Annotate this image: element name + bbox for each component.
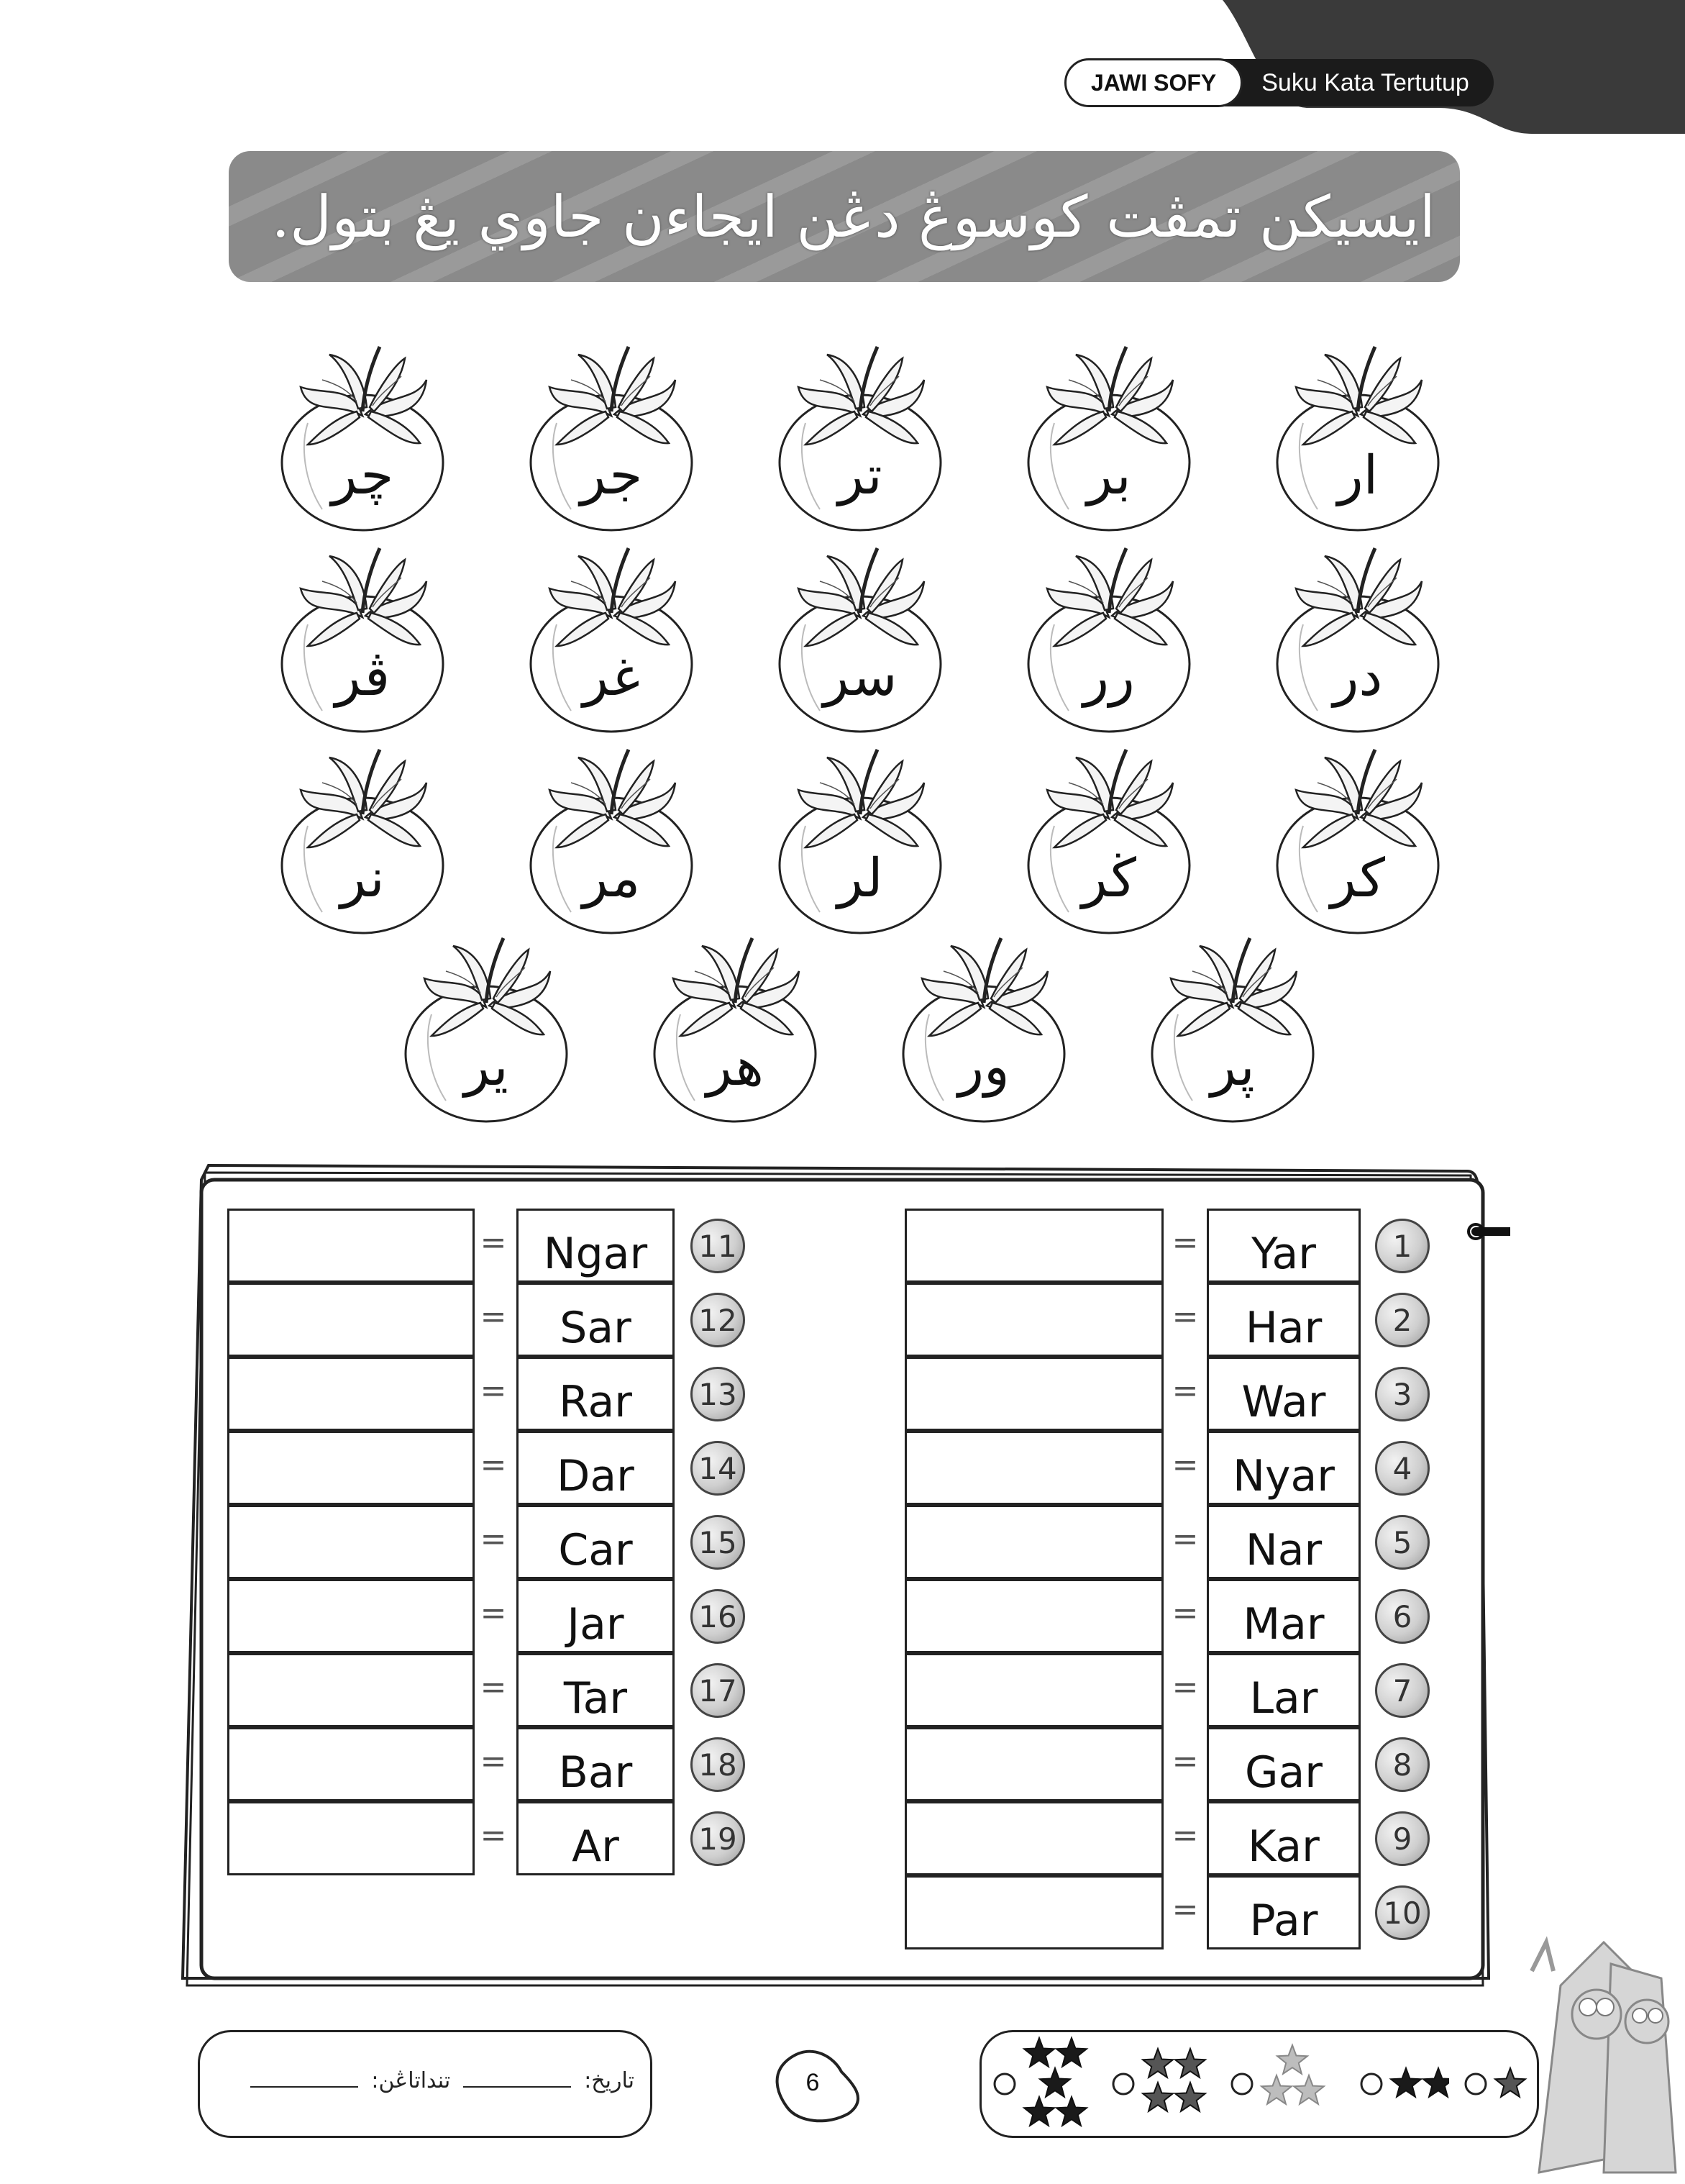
rumi-word: Yar — [1207, 1209, 1361, 1283]
tomato-syllable — [403, 928, 570, 1124]
star-rating — [980, 2030, 1539, 2138]
answer-box[interactable] — [227, 1653, 475, 1727]
tomato-label: کر — [1330, 847, 1386, 909]
rumi-word: War — [1207, 1357, 1361, 1431]
answer-box[interactable] — [227, 1801, 475, 1875]
rumi-word: Car — [516, 1505, 675, 1579]
tomato-label: ڬر — [1081, 847, 1137, 909]
tomato-syllable — [777, 538, 944, 734]
tomato-label: چر — [331, 445, 394, 506]
rumi-word: Gar — [1207, 1727, 1361, 1801]
rating-option-2-stars[interactable] — [1356, 2032, 1449, 2139]
rumi-word: Tar — [516, 1653, 675, 1727]
rating-option-3-stars[interactable] — [1226, 2032, 1334, 2139]
equals-sign: = — [480, 1595, 507, 1632]
tomato-syllable — [528, 337, 695, 532]
tomato-syllable — [777, 740, 944, 935]
tomato-syllable — [1274, 538, 1441, 734]
question-number: 3 — [1375, 1367, 1430, 1421]
equals-sign: = — [1172, 1595, 1199, 1632]
answer-box[interactable] — [227, 1283, 475, 1357]
rumi-word: Rar — [516, 1357, 675, 1431]
tomato-syllable — [1274, 337, 1441, 532]
answer-box[interactable] — [227, 1579, 475, 1653]
rumi-word: Nar — [1207, 1505, 1361, 1579]
equals-sign: = — [1172, 1521, 1199, 1557]
equals-sign: = — [480, 1447, 507, 1483]
equals-sign: = — [480, 1373, 507, 1409]
equals-sign: = — [480, 1298, 507, 1335]
equals-sign: = — [1172, 1891, 1199, 1928]
question-number: 8 — [1375, 1737, 1430, 1792]
tomato-label: جر — [580, 445, 643, 506]
topic-label: Suku Kata Tertutup — [1220, 59, 1494, 106]
tomato-syllable — [1026, 337, 1192, 532]
header-label — [1064, 59, 1510, 106]
answer-box[interactable] — [905, 1653, 1164, 1727]
rumi-word: Sar — [516, 1283, 675, 1357]
tomato-syllable — [900, 928, 1067, 1124]
answer-box[interactable] — [905, 1875, 1164, 1949]
equals-sign: = — [1172, 1447, 1199, 1483]
answer-box[interactable] — [905, 1357, 1164, 1431]
tomato-label: تر — [838, 445, 882, 506]
answer-box[interactable] — [905, 1579, 1164, 1653]
page-number: 6 — [805, 2069, 820, 2096]
tomato-label: ير — [464, 1036, 508, 1098]
tomato-label: سر — [823, 646, 898, 708]
tomato-label: غر — [583, 646, 640, 708]
answer-box[interactable] — [905, 1505, 1164, 1579]
tomato-label: در — [1333, 646, 1383, 708]
tomato-label: ار — [1337, 445, 1379, 506]
question-number: 7 — [1375, 1663, 1430, 1718]
question-number: 13 — [690, 1367, 745, 1421]
rumi-word: Nyar — [1207, 1431, 1361, 1505]
tomato-syllable — [652, 928, 818, 1124]
question-number: 5 — [1375, 1515, 1430, 1570]
instruction-banner — [229, 151, 1460, 282]
equals-sign: = — [480, 1743, 507, 1780]
tomato-syllable — [1026, 740, 1192, 935]
equals-sign: = — [480, 1224, 507, 1261]
equals-sign: = — [1172, 1817, 1199, 1854]
signature-line[interactable] — [250, 2085, 358, 2088]
date-label: تاريخ: — [584, 2068, 634, 2093]
question-number: 4 — [1375, 1441, 1430, 1496]
answer-box[interactable] — [227, 1209, 475, 1283]
question-number: 11 — [690, 1219, 745, 1273]
question-number: 17 — [690, 1663, 745, 1718]
equals-sign: = — [1172, 1669, 1199, 1706]
tomato-syllable — [279, 337, 446, 532]
equals-sign: = — [480, 1669, 507, 1706]
answer-box[interactable] — [227, 1727, 475, 1801]
question-number: 15 — [690, 1515, 745, 1570]
question-number: 12 — [690, 1293, 745, 1347]
tomato-label: لر — [837, 847, 883, 909]
tomato-label: نر — [340, 847, 385, 909]
tomato-syllable — [1149, 928, 1316, 1124]
question-number: 14 — [690, 1441, 745, 1496]
rumi-word: Bar — [516, 1727, 675, 1801]
question-number: 16 — [690, 1589, 745, 1644]
tomato-label: رر — [1083, 646, 1135, 708]
answer-box[interactable] — [905, 1801, 1164, 1875]
answer-box[interactable] — [905, 1431, 1164, 1505]
tomato-label: ور — [958, 1036, 1010, 1098]
answer-box[interactable] — [905, 1727, 1164, 1801]
answer-box[interactable] — [227, 1505, 475, 1579]
rating-option-4-stars[interactable] — [1108, 2032, 1215, 2139]
rumi-word: Har — [1207, 1283, 1361, 1357]
date-line[interactable] — [463, 2085, 571, 2088]
rumi-word: Ngar — [516, 1209, 675, 1283]
tomato-syllable — [1274, 740, 1441, 935]
equals-sign: = — [480, 1817, 507, 1854]
answer-box[interactable] — [905, 1283, 1164, 1357]
question-number: 1 — [1375, 1219, 1430, 1273]
instruction-text: ايسيکن تمڤت کوسوڠ دڠن ايجاءن جاوي يڠ بتول. — [271, 183, 1435, 250]
question-number: 10 — [1375, 1885, 1430, 1940]
rating-option-5-stars[interactable] — [989, 2032, 1097, 2139]
rumi-word: Dar — [516, 1431, 675, 1505]
tomato-syllable — [279, 538, 446, 734]
rumi-word: Lar — [1207, 1653, 1361, 1727]
tomato-syllable — [777, 337, 944, 532]
question-number: 18 — [690, 1737, 745, 1792]
rumi-word: Ar — [516, 1801, 675, 1875]
rumi-word: Mar — [1207, 1579, 1361, 1653]
question-number: 6 — [1375, 1589, 1430, 1644]
answer-box[interactable] — [905, 1209, 1164, 1283]
answer-box[interactable] — [227, 1357, 475, 1431]
equals-sign: = — [1172, 1224, 1199, 1261]
signature-label: تنداتاڠن: — [371, 2068, 451, 2093]
equals-sign: = — [1172, 1743, 1199, 1780]
tomato-label: بر — [1087, 445, 1131, 506]
rumi-word: Par — [1207, 1875, 1361, 1949]
question-number: 19 — [690, 1811, 745, 1866]
tomato-syllable — [528, 740, 695, 935]
tomato-label: هر — [706, 1036, 764, 1098]
equals-sign: = — [1172, 1373, 1199, 1409]
tomato-label: مر — [582, 847, 641, 909]
tomato-label: ڤر — [334, 646, 391, 708]
question-number: 2 — [1375, 1293, 1430, 1347]
rumi-word: Jar — [516, 1579, 675, 1653]
brand-label: JAWI SOFY — [1064, 58, 1243, 107]
date-signature-box — [198, 2030, 652, 2138]
answer-box[interactable] — [227, 1431, 475, 1505]
rumi-word: Kar — [1207, 1801, 1361, 1875]
equals-sign: = — [480, 1521, 507, 1557]
pencil-mascot-illustration — [1496, 1899, 1685, 2180]
tomato-syllable — [1026, 538, 1192, 734]
tomato-label: ڽر — [1210, 1036, 1255, 1098]
question-number: 9 — [1375, 1811, 1430, 1866]
tomato-syllable — [528, 538, 695, 734]
equals-sign: = — [1172, 1298, 1199, 1335]
tomato-syllable — [279, 740, 446, 935]
